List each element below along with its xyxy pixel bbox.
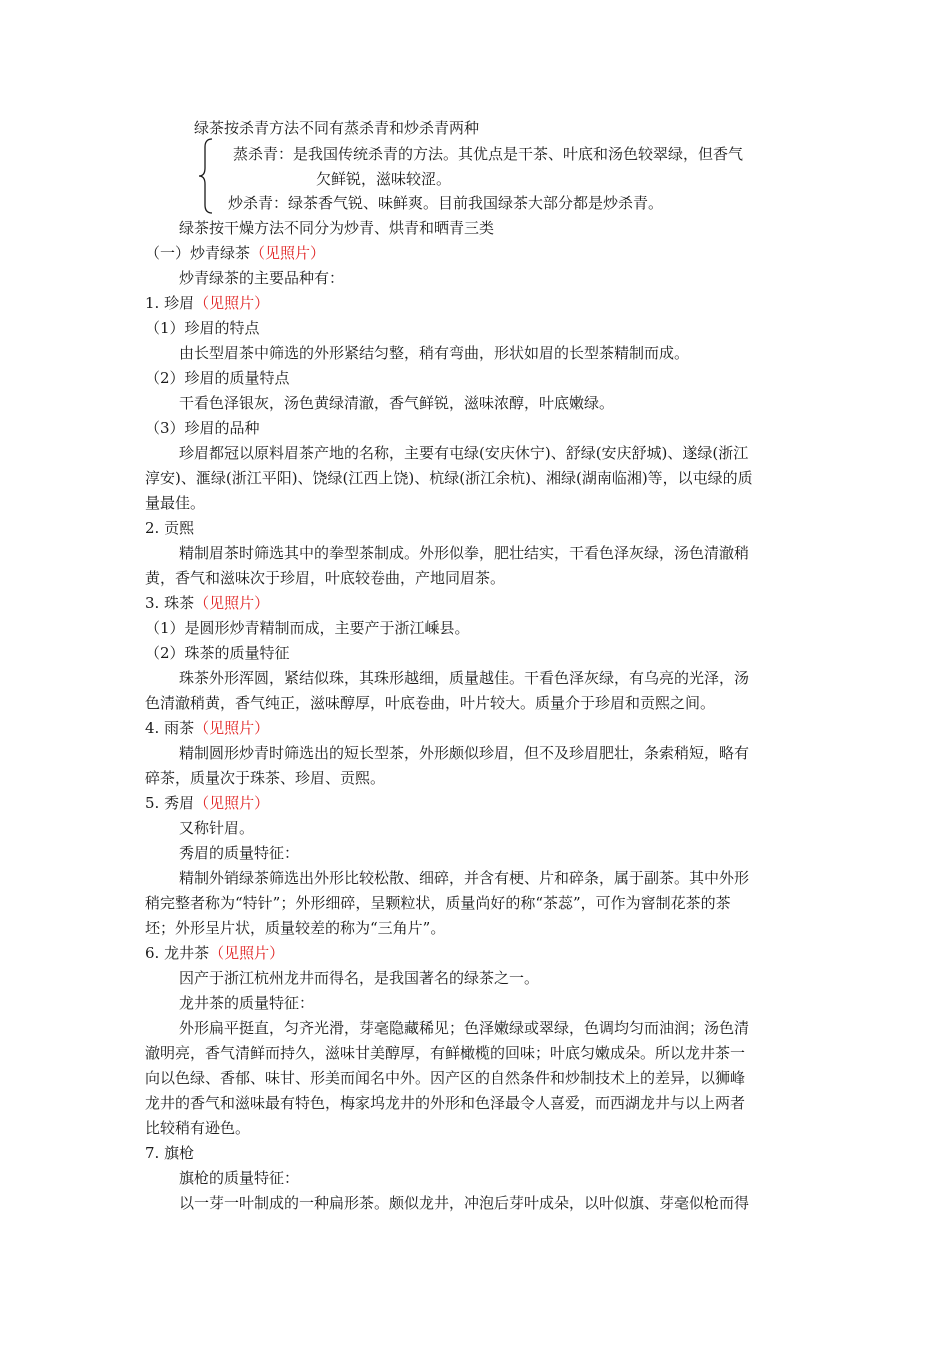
paragraph: 珠茶外形浑圆，紧结似珠，其珠形越细，质量越佳。干看色泽灰绿，有乌亮的光泽，汤 — [179, 669, 750, 687]
paragraph: 量最佳。 — [145, 494, 206, 512]
intro-line: 绿茶按杀青方法不同有蒸杀青和炒杀青两种 — [194, 119, 480, 137]
subheading: （1）珍眉的特点 — [145, 319, 260, 337]
item-heading-qiqiang: 7. 旗枪 — [145, 1144, 195, 1162]
subheading: （3）珍眉的品种 — [145, 419, 260, 437]
paragraph: 珍眉都冠以原料眉茶产地的名称，主要有屯绿(安庆休宁)、舒绿(安庆舒城)、遂绿(浙江 — [179, 444, 749, 462]
paragraph: 澈明亮，香气清鲜而持久，滋味甘美醇厚，有鲜橄榄的回味；叶底匀嫩成朵。所以龙井茶一 — [145, 1044, 746, 1062]
paragraph: 又称针眉。 — [179, 819, 255, 837]
section-heading: （一）炒青绿茶（见照片） — [145, 244, 326, 262]
paragraph: 龙井茶的质量特征： — [179, 994, 315, 1012]
item-heading-yucha: 4. 雨茶（见照片） — [145, 719, 270, 737]
see-photo-link[interactable]: （见照片） — [194, 294, 270, 312]
paragraph: 外形扁平挺直，匀齐光滑，芽毫隐藏稀见；色泽嫩绿或翠绿，色调均匀而油润；汤色清 — [179, 1019, 750, 1037]
paragraph: 秀眉的质量特征： — [179, 844, 300, 862]
paragraph: 精制眉茶时筛选其中的拳型茶制成。外形似拳，肥壮结实，干看色泽灰绿，汤色清澈稍 — [179, 544, 750, 562]
subheading: （2）珠茶的质量特征 — [145, 644, 290, 662]
subheading: （2）珍眉的质量特点 — [145, 369, 290, 387]
item-heading-zhucha: 3. 珠茶（见照片） — [145, 594, 270, 612]
curly-brace-icon — [198, 138, 214, 214]
see-photo-link[interactable]: （见照片） — [194, 594, 270, 612]
paragraph: 稍完整者称为“特针”；外形细碎，呈颗粒状，质量尚好的称“茶蕊”，可作为窨制花茶的茶 — [145, 894, 731, 912]
item-heading-xiumei: 5. 秀眉（见照片） — [145, 794, 270, 812]
paragraph: 坯；外形呈片状，质量较差的称为“三角片”。 — [145, 919, 446, 937]
paragraph: 色清澈稍黄，香气纯正，滋味醇厚，叶底卷曲，叶片较大。质量介于珍眉和贡熙之间。 — [145, 694, 716, 712]
paragraph: 由长型眉茶中筛选的外形紧结匀整，稍有弯曲，形状如眉的长型茶精制而成。 — [179, 344, 690, 362]
paragraph: 干看色泽银灰，汤色黄绿清澈，香气鲜锐，滋味浓醇，叶底嫩绿。 — [179, 394, 615, 412]
paragraph: 碎茶，质量次于珠茶、珍眉、贡熙。 — [145, 769, 386, 787]
item-heading-zhenmei: 1. 珍眉（见照片） — [145, 294, 270, 312]
paragraph: 黄，香气和滋味次于珍眉，叶底较卷曲，产地同眉茶。 — [145, 569, 506, 587]
see-photo-link[interactable]: （见照片） — [194, 719, 270, 737]
paragraph: 以一芽一叶制成的一种扁形茶。颇似龙井，冲泡后芽叶成朵，以叶似旗、芽毫似枪而得 — [179, 1194, 750, 1212]
paragraph: 旗枪的质量特征： — [179, 1169, 300, 1187]
see-photo-link[interactable]: （见照片） — [250, 244, 326, 262]
paragraph: 精制圆形炒青时筛选出的短长型茶，外形颇似珍眉，但不及珍眉肥壮，条索稍短，略有 — [179, 744, 750, 762]
paragraph: 精制外销绿茶筛选出外形比较松散、细碎，并含有梗、片和碎条，属于副茶。其中外形 — [179, 869, 750, 887]
paragraph: 因产于浙江杭州龙井而得名，是我国著名的绿茶之一。 — [179, 969, 540, 987]
steam-fixation-text: 蒸杀青：是我国传统杀青的方法。其优点是干茶、叶底和汤色较翠绿，但香气 — [233, 145, 744, 163]
see-photo-link[interactable]: （见照片） — [209, 944, 285, 962]
paragraph: 比较稍有逊色。 — [145, 1119, 251, 1137]
see-photo-link[interactable]: （见照片） — [194, 794, 270, 812]
subheading: （1）是圆形炒青精制而成，主要产于浙江嵊县。 — [145, 619, 470, 637]
pan-fixation-text: 炒杀青：绿茶香气锐、味鲜爽。目前我国绿茶大部分都是炒杀青。 — [228, 194, 664, 212]
drying-methods-text: 绿茶按干燥方法不同分为炒青、烘青和晒青三类 — [179, 219, 495, 237]
paragraph: 龙井的香气和滋味最有特色，梅家坞龙井的外形和色泽最令人喜爱，而西湖龙井与以上两者 — [145, 1094, 746, 1112]
item-heading-longjing: 6. 龙井茶（见照片） — [145, 944, 285, 962]
paragraph: 向以色绿、香郁、味甘、形美而闻名中外。因产区的自然条件和炒制技术上的差异，以狮峰 — [145, 1069, 746, 1087]
steam-fixation-text-cont: 欠鲜锐，滋味较涩。 — [316, 170, 452, 188]
paragraph: 炒青绿茶的主要品种有： — [179, 269, 345, 287]
item-heading-gongxi: 2. 贡熙 — [145, 519, 195, 537]
paragraph: 淳安)、滙绿(浙江平阳)、饶绿(江西上饶)、杭绿(浙江余杭)、湘绿(湖南临湘)等，以屯绿的质 — [145, 469, 753, 487]
